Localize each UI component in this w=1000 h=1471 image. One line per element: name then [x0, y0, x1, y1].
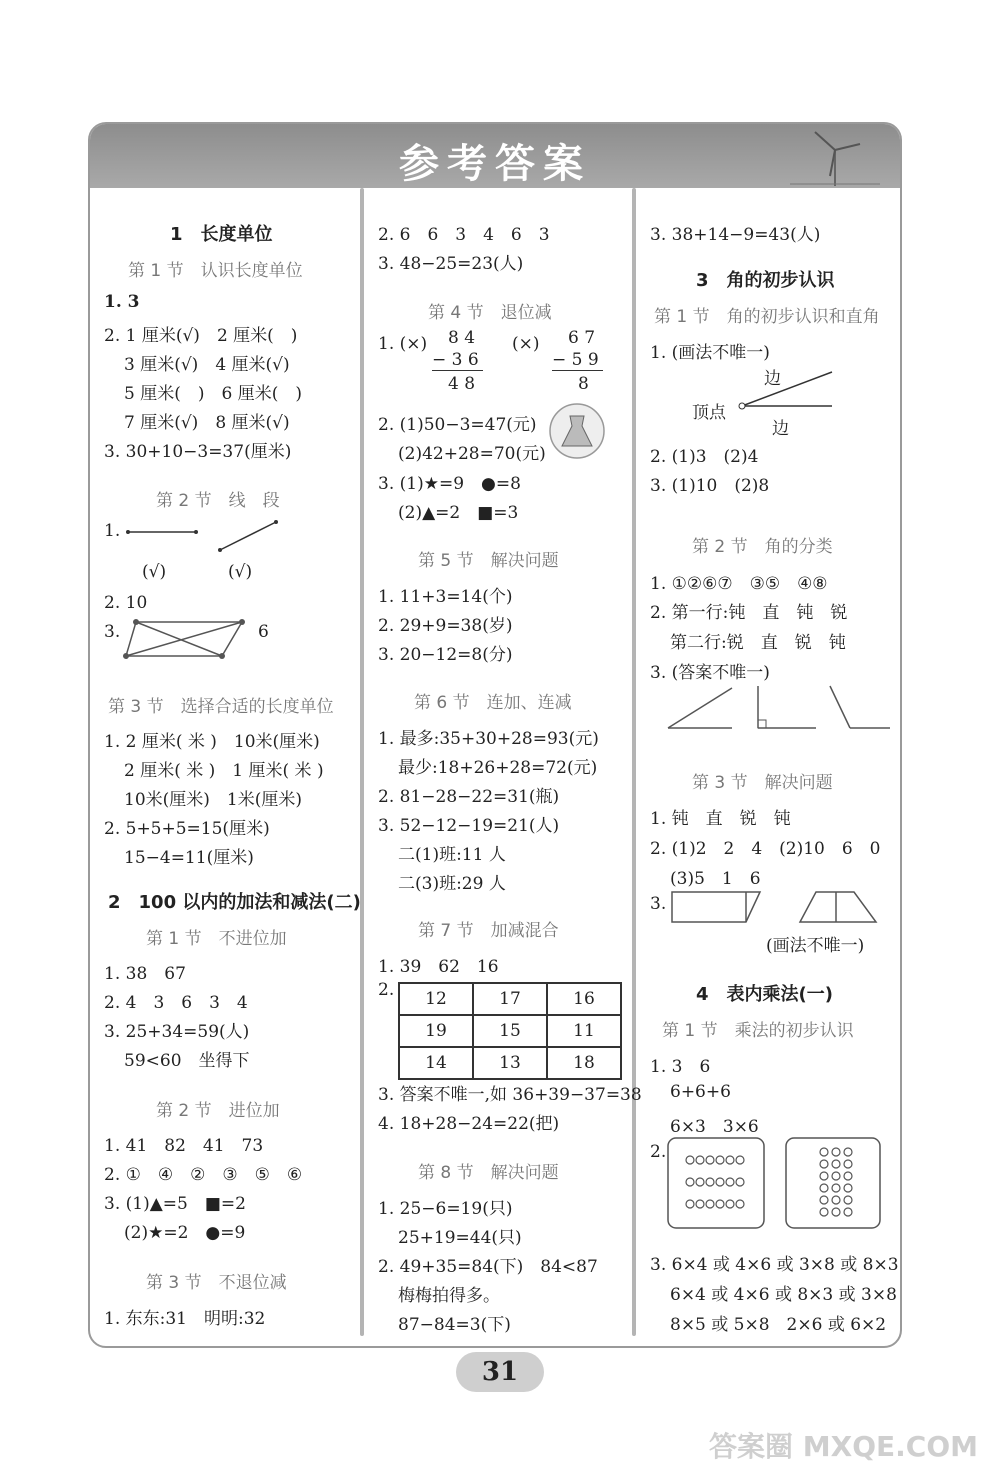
column-2	[364, 188, 642, 1346]
chapter-title: 2 100 以内的加法和减法(二)	[108, 892, 361, 913]
angle-label: 边	[764, 369, 781, 389]
answer-line: 3. 30+10−3=37(厘米)	[104, 442, 292, 462]
table-row	[399, 983, 621, 1015]
parallelogram-diagram	[122, 618, 246, 662]
table-cell: 18	[547, 1047, 621, 1079]
answer-line: 2. 10	[104, 593, 148, 613]
section-title: 第 4 节 退位减	[428, 303, 552, 323]
answer-line: 1. (画法不唯一)	[650, 343, 770, 363]
answer-line: 25+19=44(只)	[398, 1228, 522, 1248]
answer-line: 1. 41 82 41 73	[104, 1136, 264, 1156]
section-title: 第 3 节 不退位减	[146, 1273, 287, 1293]
answer-line: 2. 5+5+5=15(厘米)	[104, 819, 270, 839]
answer-line: 87−84=3(下)	[398, 1315, 511, 1335]
table-row	[399, 1047, 621, 1079]
section-title: 第 6 节 连加、连减	[414, 693, 572, 713]
answer-panel	[88, 122, 902, 1348]
answer-line: 3. 25+34=59(人)	[104, 1022, 250, 1042]
table-cell: 16	[547, 983, 621, 1015]
windmill-icon	[790, 128, 880, 186]
section-title: 第 3 节 选择合适的长度单位	[108, 697, 334, 717]
vertical-calc: 6 7	[568, 328, 596, 348]
answer-line: 3. (1)★=9 ●=8	[378, 474, 521, 494]
section-title: 第 1 节 认识长度单位	[128, 261, 303, 281]
answer-line: 2. 第一行:钝 直 钝 锐	[650, 603, 848, 623]
vertical-calc: 8	[578, 374, 589, 394]
section-title: 第 1 节 乘法的初步认识	[662, 1021, 854, 1041]
segment-diagram	[120, 518, 290, 558]
answer-line: 3. (答案不唯一)	[650, 663, 770, 683]
answer-line: (画法不唯一)	[766, 936, 865, 956]
page-title: 参考答案	[399, 141, 591, 187]
vertical-calc: 4 8	[448, 374, 476, 394]
answer-line: 2. (1)50−3=47(元)	[378, 415, 537, 435]
answer-line: 1. 最多:35+30+28=93(元)	[378, 729, 599, 749]
answer-line: 3. 38+14−9=43(人)	[650, 225, 821, 245]
answer-line: 3 厘米(√) 4 厘米(√)	[124, 355, 290, 375]
answer-line: 4. 18+28−24=22(把)	[378, 1114, 560, 1134]
shape-diagram	[670, 888, 880, 928]
table-row	[399, 1015, 621, 1047]
answer-line: 6×4 或 4×6 或 8×3 或 3×8	[670, 1285, 897, 1305]
section-title: 第 8 节 解决问题	[418, 1163, 559, 1183]
answer-line: 1. 38 67	[104, 964, 186, 984]
section-title: 第 1 节 不进位加	[146, 929, 287, 949]
chapter-title: 1 长度单位	[170, 224, 273, 245]
answer-line: 6+6+6	[670, 1082, 731, 1102]
answer-line: 1. 3	[104, 292, 140, 312]
section-title: 第 3 节 解决问题	[692, 773, 833, 793]
answer-line: 59<60 坐得下	[124, 1051, 250, 1071]
dress-icon	[548, 402, 606, 460]
angle-label: 顶点	[692, 403, 726, 423]
answer-line: 3. 52−12−19=21(人)	[378, 816, 560, 836]
page-number: 31	[456, 1352, 544, 1392]
answer-line: 3. 6×4 或 4×6 或 3×8 或 8×3	[650, 1255, 899, 1275]
table-cell: 11	[547, 1015, 621, 1047]
answer-line: 1. ①②⑥⑦ ③⑤ ④⑧	[650, 574, 828, 594]
title-banner	[90, 124, 900, 188]
answer-line: 1. (×)	[378, 334, 428, 354]
answer-line: 3. (1)▲=5 ■=2	[104, 1194, 246, 1214]
chapter-title: 4 表内乘法(一)	[696, 984, 833, 1005]
answer-line: 3. (1)10 (2)8	[650, 476, 770, 496]
answer-line: 1. 11+3=14(个)	[378, 587, 513, 607]
angle-types-diagram	[662, 684, 892, 734]
answer-line: 1. 东东:31 明明:32	[104, 1309, 266, 1329]
answer-line: 8×5 或 5×8 2×6 或 6×2	[670, 1315, 887, 1335]
answer-line: (2)★=2 ●=9	[124, 1223, 246, 1243]
answer-line: 2. 1 厘米(√) 2 厘米( )	[104, 326, 298, 346]
vertical-calc: 8 4	[448, 328, 476, 348]
answer-line: 2. 81−28−22=31(瓶)	[378, 787, 560, 807]
section-title: 第 2 节 线 段	[156, 491, 280, 511]
table-cell: 12	[399, 983, 473, 1015]
answer-line: 3. 20−12=8(分)	[378, 645, 513, 665]
answer-line: 2.	[650, 1142, 667, 1162]
table-cell: 14	[399, 1047, 473, 1079]
answer-line: 6×3 3×6	[670, 1117, 759, 1137]
answer-line: 第二行:锐 直 锐 钝	[670, 633, 846, 653]
answer-line: 2. (1)2 2 4 (2)10 6 0	[650, 839, 881, 859]
column-3	[636, 188, 902, 1346]
answer-line: 1. 39 62 16	[378, 957, 499, 977]
table-cell: 19	[399, 1015, 473, 1047]
vertical-calc: − 3 6	[432, 350, 483, 371]
answer-line: 1.	[104, 521, 121, 541]
answer-line: 3. 答案不唯一,如 36+39−37=38	[378, 1085, 642, 1105]
answer-line: 最少:18+26+28=72(元)	[398, 758, 598, 778]
chapter-title: 3 角的初步认识	[696, 270, 835, 291]
answer-line: (3)5 1 6	[670, 869, 761, 889]
answer-line: 2. 29+9=38(岁)	[378, 616, 513, 636]
watermark: 答案圈 MXQE.COM	[709, 1430, 978, 1463]
section-title: 第 7 节 加减混合	[418, 921, 559, 941]
section-title: 第 2 节 角的分类	[692, 537, 833, 557]
answer-line: 2. 4 3 6 3 4	[104, 993, 248, 1013]
table-cell: 13	[473, 1047, 547, 1079]
section-title: 第 2 节 进位加	[156, 1101, 280, 1121]
answer-line: 二(1)班:11 人	[398, 845, 506, 865]
answer-line: 梅梅拍得多。	[398, 1286, 500, 1306]
column-1	[90, 188, 360, 1346]
answer-line: (×)	[512, 334, 540, 354]
table-cell: 17	[473, 983, 547, 1015]
section-title: 第 1 节 角的初步认识和直角	[654, 307, 880, 327]
answer-line: 二(3)班:29 人	[398, 874, 506, 894]
answer-line: 2. 49+35=84(下) 84<87	[378, 1257, 598, 1277]
answer-line: 2. (1)3 (2)4	[650, 447, 759, 467]
answer-line: 3.	[104, 622, 121, 642]
vertical-calc: − 5 9	[552, 350, 603, 371]
answer-line: 7 厘米(√) 8 厘米(√)	[124, 413, 290, 433]
answer-line: 1. 3 6	[650, 1057, 711, 1077]
answer-line: 1. 钝 直 锐 钝	[650, 809, 791, 829]
section-title: 第 5 节 解决问题	[418, 551, 559, 571]
answer-line: 3.	[650, 894, 667, 914]
answer-line: (√)	[228, 562, 253, 582]
table-cell: 15	[473, 1015, 547, 1047]
answer-line: 2. 6 6 3 4 6 3	[378, 225, 550, 245]
answer-line: 10米(厘米) 1米(厘米)	[124, 790, 302, 810]
answer-line: (√)	[142, 562, 167, 582]
answer-table	[398, 982, 622, 1080]
dot-array-diagram	[666, 1136, 882, 1232]
answer-line: 2.	[378, 980, 395, 1000]
answer-line: 6	[258, 622, 269, 642]
answer-line: (2)▲=2 ■=3	[398, 503, 519, 523]
answer-line: 15−4=11(厘米)	[124, 848, 254, 868]
answer-line: (2)42+28=70(元)	[398, 444, 546, 464]
answer-line: 1. 2 厘米( 米 ) 10米(厘米)	[104, 732, 320, 752]
answer-line: 5 厘米( ) 6 厘米( )	[124, 384, 302, 404]
answer-line: 2 厘米( 米 ) 1 厘米( 米 )	[124, 761, 324, 781]
answer-line: 3. 48−25=23(人)	[378, 254, 524, 274]
answer-line: 1. 25−6=19(只)	[378, 1199, 513, 1219]
angle-label: 边	[772, 419, 789, 439]
answer-line: 2. ① ④ ② ③ ⑤ ⑥	[104, 1165, 303, 1185]
